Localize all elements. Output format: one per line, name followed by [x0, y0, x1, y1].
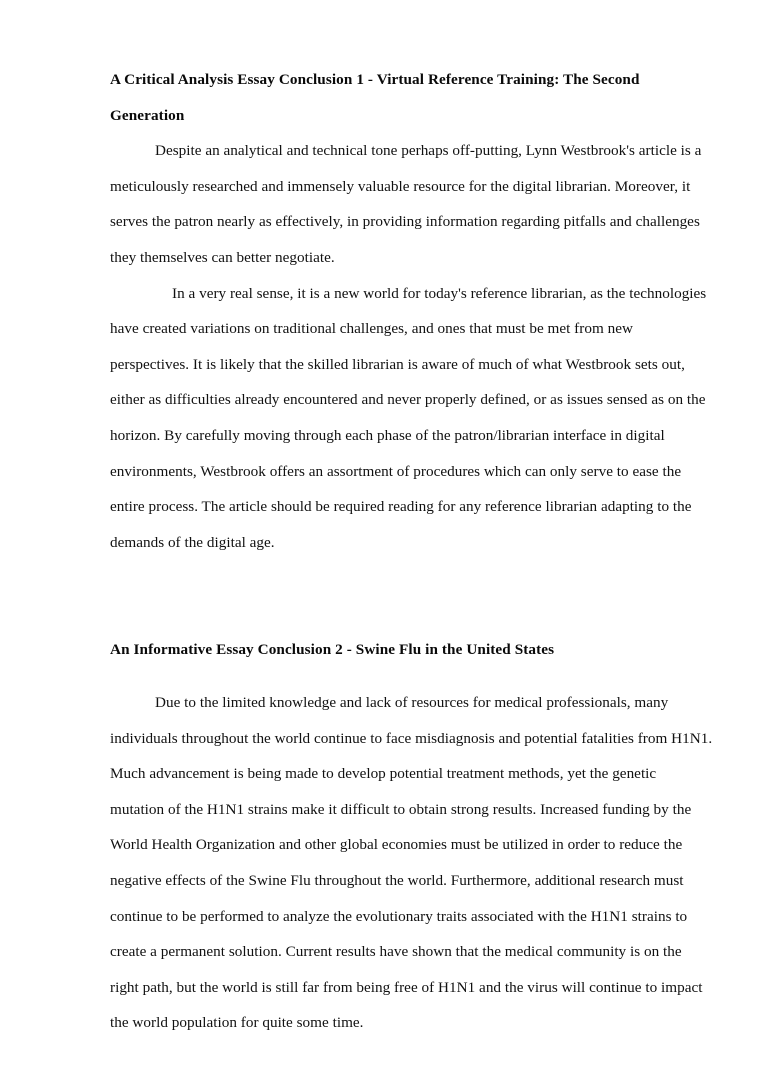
section-2-paragraph-1: Due to the limited knowledge and lack of resources for medical professionals, many individuals throughout the world continue to face misdiagnosis and potential fatalities from H1N1. Much advancement is being made to develop potential treatment methods, yet the genetic mutation of the H1N1 strains make it difficult to obtain strong results. Increased funding by the World Health Organization and other global economies must be utilized in order to reduce the negative effects of the Swine Flu throughout the world. Furthermore, additional research must continue to be performed to analyze the evolutionary traits associated with the H1N1 strains to create a permanent solution. Current results have shown that the medical community is on the right path, but the world is still far from being free of H1N1 and the virus will continue to impact the world population for quite some time.: [110, 694, 713, 1032]
section-2-heading: An Informative Essay Conclusion 2 - Swine Flu in the United States: [110, 640, 555, 658]
document-body: [110, 62, 714, 1041]
section-gap: [110, 560, 714, 631]
section-1-paragraph-2: In a very real sense, it is a new world for today's reference librarian, as the technologies have created variations on traditional challenges, and ones that must be met from new perspectives. It is likely that the skilled librarian is aware of much of what Westbrook sets out, either as difficulties already encountered and never properly defined, or as issues sensed as on the horizon. By carefully moving through each phase of the patron/librarian interface in digital environments, Westbrook offers an assortment of procedures which can only serve to ease the entire process. The article should be required reading for any reference librarian adapting to the demands of the digital age.: [110, 284, 707, 551]
heading-gap: [110, 667, 714, 685]
section-1-paragraph-1: Despite an analytical and technical tone perhaps off-putting, Lynn Westbrook's article is a meticulously researched and immensely valuable resource for the digital librarian. Moreover, it serves the patron nearly as effectively, in providing information regarding pitfalls and challenges they themselves can better negotiate.: [110, 142, 702, 266]
section-1-heading: A Critical Analysis Essay Conclusion 1 - Virtual Reference Training: The Second Generation: [110, 71, 640, 124]
